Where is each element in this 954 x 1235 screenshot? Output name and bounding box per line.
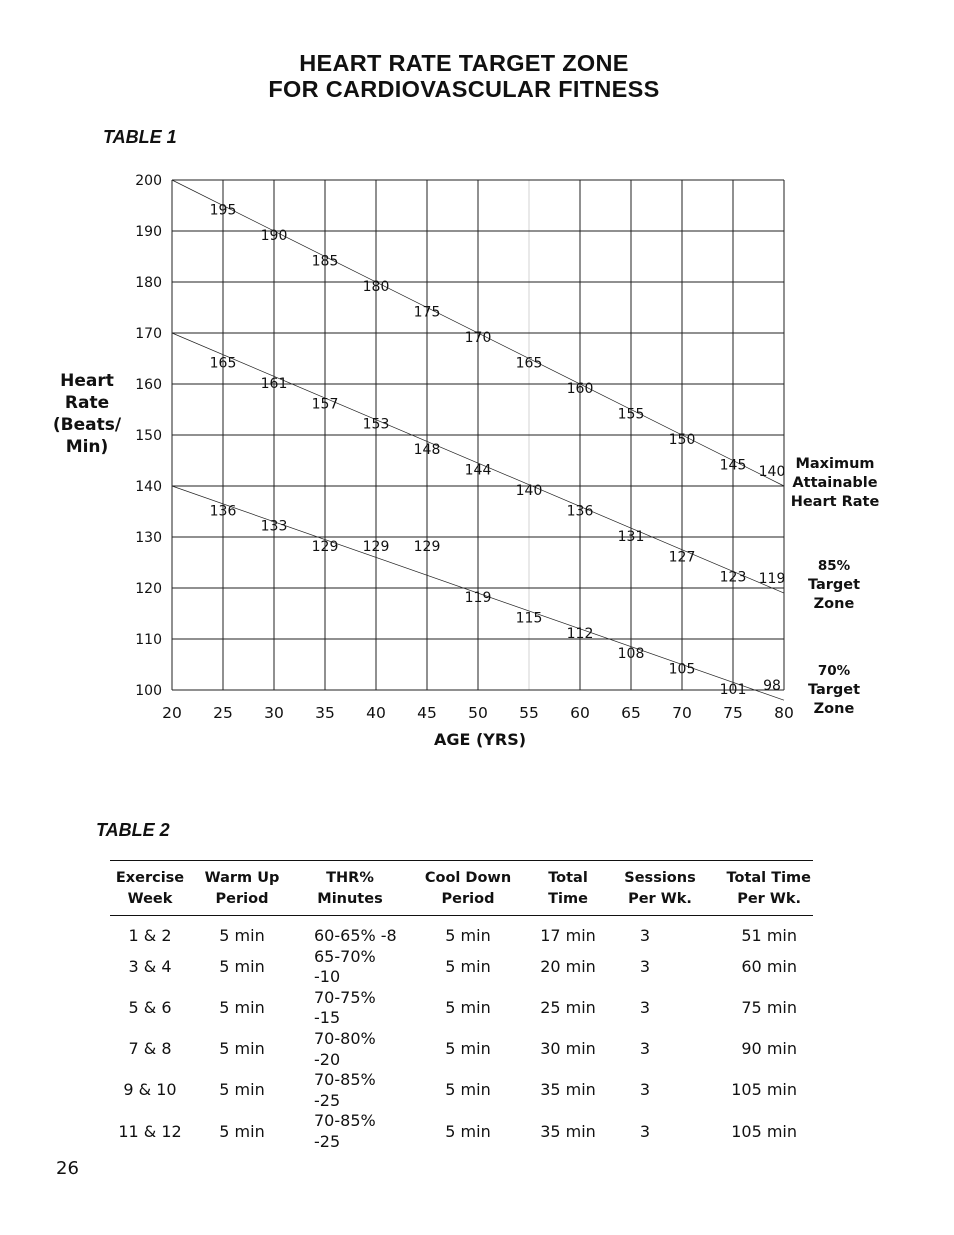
x-tick-label: 20 [162,704,182,720]
y-axis-label-line: Min) [65,437,109,457]
table-cell: 5 & 6 [128,998,172,1018]
table-row [110,988,813,1029]
x-tick-label: 65 [621,704,641,720]
data-label: 161 [260,375,288,392]
header-line: Minutes [317,891,383,907]
data-label: 145 [719,457,747,474]
x-tick-label: 30 [264,704,284,720]
data-label: 119 [464,590,492,607]
header-line: Warm Up [204,870,280,886]
y-axis-label-line: Heart [60,371,114,391]
data-label: 133 [260,518,288,535]
x-tick-label: 50 [468,704,488,720]
table-cell: 17 min [540,926,596,945]
zone-70-label [798,662,870,719]
header-line: Sessions [624,870,696,886]
x-tick-label: 75 [723,704,743,720]
heart-rate-chart [0,160,954,720]
page-number: 26 [56,1158,79,1179]
data-label: 170 [464,330,492,346]
max-heart-rate-label [790,455,880,512]
y-tick-label: 150 [135,428,162,444]
y-tick-label: 130 [135,530,162,546]
table-cell: 20 min [540,956,596,976]
data-label: 185 [311,253,339,270]
data-label: 112 [566,625,594,642]
table-cell: 70-85% -25 [314,1070,376,1110]
table-cell: 75 min [741,998,797,1018]
data-label: 129 [413,539,441,556]
y-tick-label: 110 [135,632,162,648]
data-label: 136 [566,503,594,520]
data-label: 119 [758,571,786,588]
page-title-line-1: HEART RATE TARGET ZONE [299,50,629,76]
table-row [110,1111,813,1152]
table-cell: 51 min [741,926,797,945]
x-tick-label: 35 [315,704,335,720]
table-cell: 5 min [219,998,265,1018]
zone-70-label-line: Target [807,682,861,698]
data-label: 101 [719,681,747,698]
header-cool-down [406,861,530,916]
table-cell: 65-70% -10 [314,946,376,987]
y-tick-label: 180 [135,275,162,291]
data-label: 144 [464,462,492,479]
header-line: Time [548,891,588,907]
max-heart-rate-label-line: Maximum [795,456,875,472]
exercise-schedule-table [110,860,813,1153]
table-cell: 5 min [219,926,265,945]
table-cell: 7 & 8 [128,1039,172,1059]
y-axis-label-line: (Beats/ [52,415,122,435]
y-tick-label: 200 [135,173,162,189]
data-label: 195 [209,202,237,219]
data-label: 129 [362,539,390,556]
data-label: 140 [515,483,543,499]
table-cell: 3 [639,956,651,976]
data-label: 123 [719,569,747,586]
table-cell: 90 min [741,1039,797,1059]
data-label: 148 [413,442,441,459]
data-label: 160 [566,381,594,397]
data-label: 165 [515,355,543,372]
table-row [110,947,813,988]
table-cell: 9 & 10 [123,1080,177,1100]
data-label: 98 [763,678,781,695]
zone-85-label [798,557,870,614]
table-cell: 3 [639,1080,651,1100]
header-total-time [530,861,606,916]
table-cell: 3 & 4 [128,956,172,976]
zone-70-label-line: Zone [813,701,855,717]
x-tick-label: 55 [519,704,539,720]
table-cell: 30 min [540,1039,596,1059]
header-exercise-week [110,861,190,916]
x-tick-label: 45 [417,704,437,720]
table-cell: 3 [639,1121,651,1141]
table-cell: 5 min [445,956,491,976]
data-label: 175 [413,304,441,321]
x-tick-label: 40 [366,704,386,720]
x-tick-label: 60 [570,704,590,720]
data-label: 190 [260,228,288,244]
x-tick-label: 70 [672,704,692,720]
header-warm-up [190,861,294,916]
x-tick-label: 80 [774,704,794,720]
table-header-row [110,861,813,916]
max-heart-rate-label-line: Attainable [792,475,878,491]
x-axis-label: AGE (YRS) [433,730,527,749]
data-label: 131 [617,528,645,545]
table-cell: 70-75% -15 [314,987,376,1028]
zone-85-label-line: 85% [817,558,851,574]
table-row [110,1029,813,1070]
header-sessions [606,861,714,916]
y-axis-label [42,370,132,458]
page-title-line-2: FOR CARDIOVASCULAR FITNESS [268,76,660,102]
data-label: 129 [311,539,339,556]
zone-85-label-line: Zone [813,596,855,612]
y-axis-label-line: Rate [64,393,110,413]
header-line: Total Time [726,870,811,886]
data-label: 136 [209,503,237,520]
table-row [110,916,813,947]
data-label: 157 [311,396,339,413]
header-line: Period [215,891,269,907]
page-title [0,50,928,102]
table-cell: 3 [639,998,651,1018]
y-tick-label: 120 [135,581,162,597]
data-label: 165 [209,355,237,372]
data-label: 108 [617,646,645,663]
data-label: 150 [668,432,696,448]
y-tick-label: 160 [135,377,162,393]
table-cell: 11 & 12 [118,1121,182,1141]
data-label: 180 [362,279,390,295]
table-cell: 5 min [445,926,491,945]
table-cell: 35 min [540,1080,596,1100]
table-cell: 25 min [540,998,596,1018]
header-line: Exercise [115,870,185,886]
header-line: Period [441,891,495,907]
y-tick-label: 140 [135,479,162,495]
table-cell: 70-85% -25 [314,1111,376,1151]
table-cell: 105 min [731,1080,797,1100]
x-tick-label: 25 [213,704,233,720]
header-line: Per Wk. [737,891,801,907]
y-tick-label: 190 [135,224,162,240]
table-cell: 105 min [731,1121,797,1141]
table-cell: 60 min [741,956,797,976]
data-label: 127 [668,549,696,566]
table-cell: 35 min [540,1121,596,1141]
table-cell: 5 min [445,998,491,1018]
table-cell: 5 min [219,1121,265,1141]
y-tick-label: 100 [135,683,162,699]
header-total-time-per-week [714,861,813,916]
table-cell: 5 min [219,1039,265,1059]
data-label: 153 [362,416,390,433]
table-cell: 5 min [445,1039,491,1059]
y-tick-label: 170 [135,326,162,342]
zone-85-label-line: Target [807,577,861,593]
table-1-label: TABLE 1 [103,127,177,147]
data-label: 105 [668,661,696,678]
header-line: THR% [326,870,374,886]
zone-70-label-line: 70% [817,663,851,679]
header-thr [294,861,406,916]
data-label: 140 [758,464,786,480]
table-cell: 3 [639,926,651,945]
table-cell: 5 min [445,1080,491,1100]
data-label: 115 [515,610,543,627]
data-label: 155 [617,406,645,423]
table-cell: 5 min [219,1080,265,1100]
header-line: Per Wk. [628,891,692,907]
table-cell: 5 min [219,956,265,976]
table-cell: 1 & 2 [128,926,172,945]
header-line: Total [548,870,588,886]
table-cell: 5 min [445,1121,491,1141]
table-cell: 70-80% -20 [314,1028,376,1069]
table-row [110,1070,813,1111]
header-line: Week [127,891,173,907]
table-2-label: TABLE 2 [96,820,170,840]
table-cell: 60-65% -8 [314,926,397,945]
table-cell: 3 [639,1039,651,1059]
header-line: Cool Down [424,870,512,886]
max-heart-rate-label-line: Heart Rate [790,494,880,510]
